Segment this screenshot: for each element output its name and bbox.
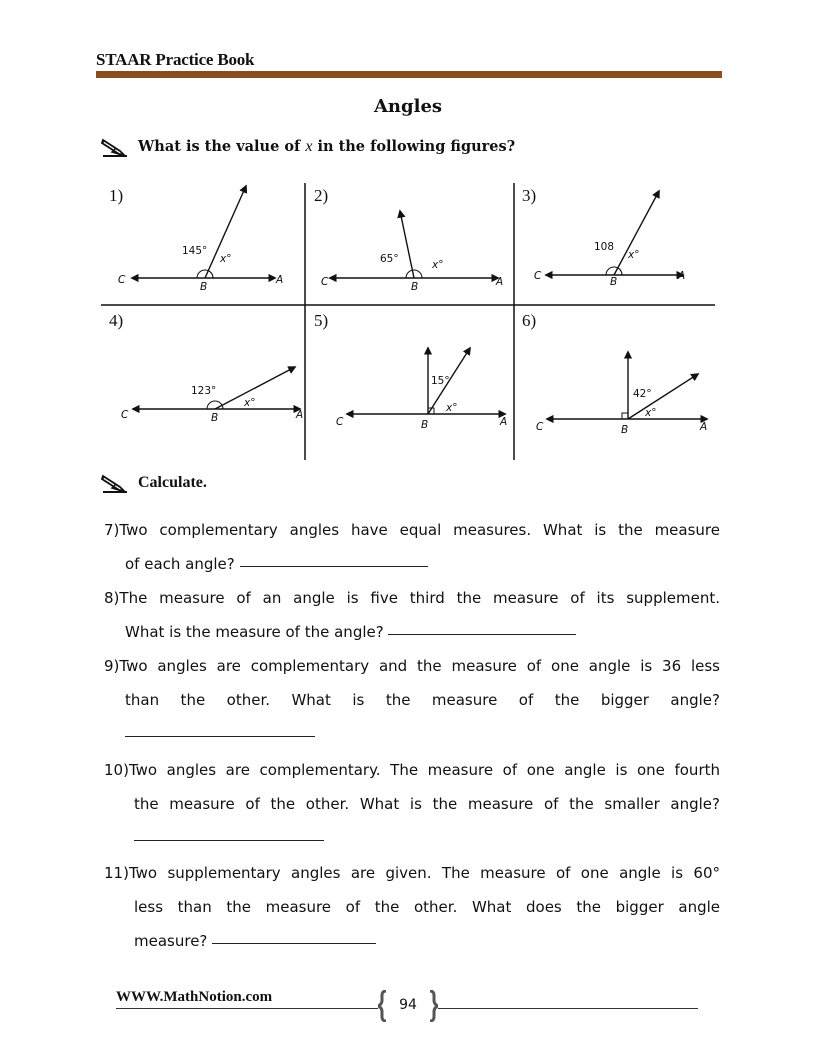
figure-6-number: 6) xyxy=(522,311,537,330)
figure-3-point-c: C xyxy=(534,270,542,282)
figure-6-angle-label: 42° xyxy=(633,388,652,400)
figure-5-number: 5) xyxy=(314,311,329,330)
question-text: Two supplementary angles are given. The measure of one angle is 60° xyxy=(128,864,720,882)
figure-5 xyxy=(336,348,507,431)
figure-6-x-label: x° xyxy=(645,407,657,419)
figure-4-point-c: C xyxy=(121,409,129,421)
question-text: less than the measure of the other. What does the bigger angle xyxy=(134,898,720,916)
figure-1 xyxy=(118,186,283,293)
page-number-box xyxy=(378,990,438,1022)
question-10 xyxy=(104,753,720,855)
book-title: STAAR Practice Book xyxy=(96,50,255,69)
question-text: The measure of an angle is five third the measure of its supplement. xyxy=(119,589,720,607)
figure-2-point-b: B xyxy=(411,281,419,293)
answer-blank[interactable] xyxy=(212,942,376,944)
question-9 xyxy=(104,649,720,751)
question-number: 8) xyxy=(104,589,120,607)
question-text: measure? xyxy=(134,932,208,950)
figure-2-x-label: x° xyxy=(432,259,444,271)
question-text: Two angles are complementary. The measure of one angle is one fourth xyxy=(128,761,720,779)
footer-website[interactable]: WWW.MathNotion.com xyxy=(116,989,273,1005)
question-number: 9) xyxy=(104,657,120,675)
question-number: 7) xyxy=(104,521,120,539)
figure-5-angle-label: 15° xyxy=(431,375,450,387)
figure-4-x-label: x° xyxy=(244,397,256,409)
figure-4-point-a: A xyxy=(296,409,304,421)
figure-3-angle-label: 108 xyxy=(594,241,615,253)
figure-5-x-label: x° xyxy=(446,402,458,414)
figure-3 xyxy=(534,191,685,288)
question-text: Two angles are complementary and the measure of one angle is 36 less xyxy=(119,657,720,675)
section-prompt: What is the value of x in the following figures? xyxy=(138,138,516,155)
figure-2-point-a: A xyxy=(496,276,504,288)
figure-1-angle-label: 145° xyxy=(182,245,208,257)
question-number: 11) xyxy=(104,864,129,882)
footer-rule-left xyxy=(116,1008,378,1009)
figure-1-point-a: A xyxy=(276,274,284,286)
figure-1-point-c: C xyxy=(118,274,126,286)
figure-1-point-b: B xyxy=(200,281,208,293)
figure-1-x-label: x° xyxy=(220,253,232,265)
figure-3-point-b: B xyxy=(610,276,618,288)
pencil-icon xyxy=(100,472,130,494)
question-text: What is the measure of the angle? xyxy=(125,623,384,641)
figure-1-number: 1) xyxy=(109,186,124,205)
question-text: Two complementary angles have equal measures. What is the measure xyxy=(119,521,720,539)
figure-4-angle-label: 123° xyxy=(191,385,217,397)
answer-blank[interactable] xyxy=(388,633,576,635)
question-text: of each angle? xyxy=(125,555,235,573)
figure-5-point-c: C xyxy=(336,416,344,428)
figure-6-point-a: A xyxy=(700,421,708,433)
answer-blank[interactable] xyxy=(134,839,324,841)
figure-2-number: 2) xyxy=(314,186,329,205)
section-title: Calculate. xyxy=(138,474,207,491)
figure-6-point-b: B xyxy=(621,424,629,436)
footer-rule-right xyxy=(438,1008,698,1009)
figure-grid-lines xyxy=(0,0,816,470)
answer-blank[interactable] xyxy=(240,565,428,567)
figure-2-angle-label: 65° xyxy=(380,253,399,265)
figure-6 xyxy=(536,352,707,436)
question-11 xyxy=(104,856,720,958)
figure-4 xyxy=(121,367,303,424)
answer-blank[interactable] xyxy=(125,735,315,737)
figure-6-point-c: C xyxy=(536,421,544,433)
question-7 xyxy=(104,513,720,581)
figure-3-point-a: A xyxy=(678,270,686,282)
page-title: Angles xyxy=(373,96,443,117)
figure-2-point-c: C xyxy=(321,276,329,288)
figure-5-point-b: B xyxy=(421,419,429,431)
figure-2 xyxy=(321,211,503,293)
question-number: 10) xyxy=(104,761,129,779)
figure-grid xyxy=(0,0,816,470)
figure-3-x-label: x° xyxy=(628,249,640,261)
section-heading-calculate xyxy=(100,472,207,494)
figure-4-point-b: B xyxy=(211,412,219,424)
figure-5-point-a: A xyxy=(500,416,508,428)
figure-3-number: 3) xyxy=(522,186,537,205)
page-number: 94 xyxy=(399,997,417,1013)
question-8 xyxy=(104,581,720,649)
question-text: the measure of the other. What is the measure of the smaller angle? xyxy=(134,795,720,813)
question-text: than the other. What is the measure of the bigger angle? xyxy=(125,691,720,709)
figure-4-number: 4) xyxy=(109,311,124,330)
